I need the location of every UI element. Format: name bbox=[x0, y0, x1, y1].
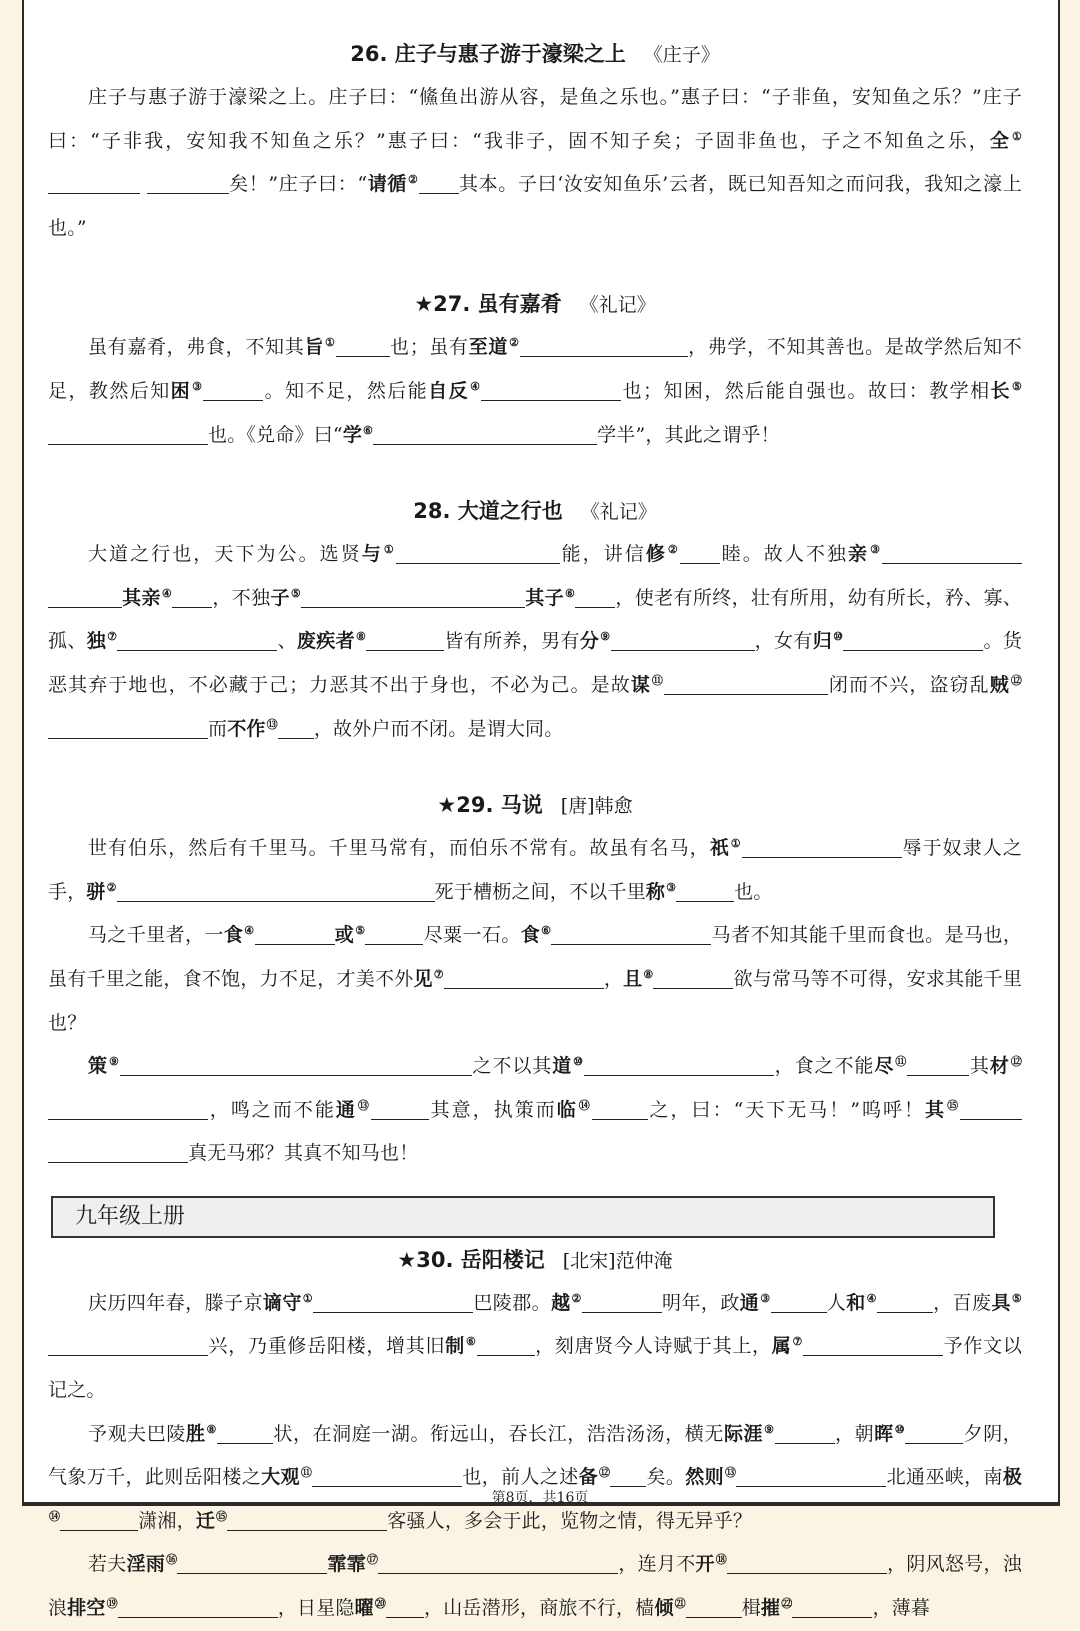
fill-blank[interactable] bbox=[676, 877, 734, 902]
fill-blank[interactable] bbox=[378, 1549, 618, 1574]
title-source: 《礼记》 bbox=[579, 294, 656, 317]
fill-blank[interactable] bbox=[686, 1593, 742, 1618]
fill-blank[interactable] bbox=[575, 583, 615, 608]
fill-blank[interactable] bbox=[680, 539, 720, 564]
fill-blank[interactable] bbox=[444, 964, 604, 989]
fill-blank[interactable] bbox=[653, 964, 733, 989]
fill-blank[interactable] bbox=[373, 420, 597, 445]
paragraph: 大道之行也，天下为公。选贤与① 能，讲信修② 睦。故人不独亲③ 其亲④ ，不独子⑤ 其子⑥ ，使老有所终，壮有所用，幼有所长，矜、寡、孤、独⑦ 、废疾者⑧ 皆有所养，男有分⑨ ，女有归⑩ 。货恶其弃于地也，不必藏于己；力恶其不出于身也，不必为己。是故谋⑪ 闭而不兴，盗窃乱贼⑫而不作⑬ ，故外户而不闭。是谓大同。 bbox=[48, 533, 1022, 751]
fill-blank[interactable] bbox=[477, 1331, 535, 1356]
fill-blank[interactable] bbox=[907, 1051, 969, 1076]
paragraph: 世有伯乐，然后有千里马。千里马常有，而伯乐不常有。故虽有名马，祇① 辱于奴隶人之手，骈② 死于槽枥之间，不以千里称③ 也。 bbox=[48, 827, 1022, 914]
title-text: ★30. 岳阳楼记 bbox=[397, 1247, 545, 1272]
title-text: ★27. 虽有嘉肴 bbox=[414, 292, 562, 317]
fill-blank[interactable] bbox=[118, 1593, 278, 1618]
fill-blank[interactable] bbox=[611, 626, 755, 651]
fill-blank[interactable] bbox=[172, 583, 212, 608]
paragraph: 若夫淫雨⑯ 霏霏⑰ ，连月不开⑱ ，阴风怒号，浊浪排空⑲ ，日星隐曜⑳ ，山岳潜形，商旅不行，樯倾$^㉑$ 楫摧$^㉒$ ，薄暮 bbox=[48, 1543, 1022, 1630]
section-title bbox=[48, 489, 1022, 533]
fill-blank[interactable] bbox=[278, 714, 314, 739]
fill-blank[interactable] bbox=[60, 1506, 138, 1531]
fill-blank[interactable] bbox=[610, 1462, 646, 1487]
fill-blank[interactable] bbox=[664, 670, 828, 695]
fill-blank[interactable] bbox=[227, 1506, 387, 1531]
fill-blank[interactable] bbox=[117, 626, 277, 651]
fill-blank[interactable] bbox=[742, 833, 902, 858]
fill-blank[interactable] bbox=[48, 1138, 188, 1163]
fill-blank[interactable] bbox=[551, 920, 711, 945]
title-source: [唐]韩愈 bbox=[560, 795, 633, 818]
fill-blank[interactable] bbox=[592, 1095, 648, 1120]
title-text: 28. 大道之行也 bbox=[413, 499, 563, 524]
fill-blank[interactable] bbox=[584, 1051, 774, 1076]
fill-blank[interactable] bbox=[147, 169, 229, 194]
section-title bbox=[48, 1238, 1022, 1282]
section-title bbox=[48, 783, 1022, 827]
fill-blank[interactable] bbox=[771, 1288, 827, 1313]
fill-blank[interactable] bbox=[877, 1288, 933, 1313]
paragraph: 庆历四年春，滕子京谪守① 巴陵郡。越② 明年，政通③ 人和④ ，百废具⑤兴，乃重修岳阳楼，增其旧制⑥ ，刻唐贤今人诗赋于其上，属⑦ 予作文以记之。 bbox=[48, 1282, 1022, 1413]
section-title bbox=[48, 32, 1022, 76]
fill-blank[interactable] bbox=[803, 1331, 943, 1356]
page-content bbox=[48, 0, 1022, 1631]
title-source: 《礼记》 bbox=[580, 501, 657, 524]
fill-blank[interactable] bbox=[48, 1095, 208, 1120]
fill-blank[interactable] bbox=[582, 1288, 662, 1313]
fill-blank[interactable] bbox=[365, 920, 423, 945]
fill-blank[interactable] bbox=[366, 626, 444, 651]
fill-blank[interactable] bbox=[481, 376, 621, 401]
fill-blank[interactable] bbox=[48, 420, 208, 445]
fill-blank[interactable] bbox=[313, 1288, 473, 1313]
paragraph: 策⑨ 之不以其道⑩ ，食之不能尽⑪ 其材⑫，鸣之而不能通⑬ 其意，执策而临⑭ 之，曰：“天下无马！”呜呼！其⑮ 真无马邪？其真不知马也！ bbox=[48, 1045, 1022, 1176]
fill-blank[interactable] bbox=[312, 1462, 462, 1487]
title-text: 26. 庄子与惠子游于濠梁之上 bbox=[350, 42, 626, 66]
fill-blank[interactable] bbox=[336, 332, 390, 357]
paragraph: 虽有嘉肴，弗食，不知其旨① 也；虽有至道② ，弗学，不知其善也。是故学然后知不足，教然后知困③ 。知不足，然后能自反④ 也；知困，然后能自强也。故曰：教学相长⑤ 也。《兑命》曰“学⑥ 学半”，其此之谓乎！ bbox=[48, 326, 1022, 457]
fill-blank[interactable] bbox=[255, 920, 335, 945]
fill-blank[interactable] bbox=[217, 1419, 273, 1444]
fill-blank[interactable] bbox=[120, 1051, 472, 1076]
fill-blank[interactable] bbox=[371, 1095, 429, 1120]
fill-blank[interactable] bbox=[960, 1095, 1022, 1120]
paragraph: 马之千里者，一食④ 或⑤ 尽粟一石。食⑥ 马者不知其能千里而食也。是马也，虽有千里之能，食不饱，力不足，才美不外见⑦ ，且⑧ 欲与常马等不可得，安求其能千里也？ bbox=[48, 914, 1022, 1045]
fill-blank[interactable] bbox=[843, 626, 983, 651]
fill-blank[interactable] bbox=[775, 1419, 835, 1444]
fill-blank[interactable] bbox=[520, 332, 688, 357]
fill-blank[interactable] bbox=[396, 539, 560, 564]
fill-blank[interactable] bbox=[48, 169, 140, 194]
fill-blank[interactable] bbox=[48, 1331, 208, 1356]
title-source: 《庄子》 bbox=[643, 44, 720, 66]
paragraph: 庄子与惠子游于濠梁之上。庄子曰：“鯈鱼出游从容，是鱼之乐也。”惠子曰：“子非鱼，安知鱼之乐？”庄子曰：“子非我，安知我不知鱼之乐？”惠子曰：“我非子，固不知子矣；子固非鱼也，子之不知鱼之乐，全① 矣！”庄子曰：“请循② 其本。子曰‘汝安知鱼乐’云者，既已知吾知之而问我，我知之濠上也。” bbox=[48, 86, 1023, 239]
page-footer: 第8页，共16页 bbox=[491, 1490, 589, 1506]
fill-blank[interactable] bbox=[792, 1593, 872, 1618]
title-source: [北宋]范仲淹 bbox=[562, 1249, 673, 1272]
section-title bbox=[48, 282, 1022, 326]
grade-header: 九年级上册 bbox=[51, 1196, 995, 1238]
fill-blank[interactable] bbox=[177, 1549, 327, 1574]
fill-blank[interactable] bbox=[48, 714, 208, 739]
paragraph: 予观夫巴陵胜⑧ 状，在洞庭一湖。衔远山，吞长江，浩浩汤汤，横无际涯⑨ ，朝晖⑩ 夕阴，气象万千，此则岳阳楼之大观⑪ 也，前人之述备⑫ 矣。然则⑬ 北通巫峡，南极⑭ 潇湘，迁⑮ 客骚人，多会于此，览物之情，得无异乎？ bbox=[48, 1413, 1022, 1544]
fill-blank[interactable] bbox=[882, 539, 1022, 564]
fill-blank[interactable] bbox=[117, 877, 435, 902]
fill-blank[interactable] bbox=[727, 1549, 887, 1574]
fill-blank[interactable] bbox=[48, 583, 122, 608]
fill-blank[interactable] bbox=[736, 1462, 886, 1487]
fill-blank[interactable] bbox=[419, 169, 459, 194]
document-page bbox=[22, 0, 1060, 1620]
fill-blank[interactable] bbox=[905, 1419, 963, 1444]
fill-blank[interactable] bbox=[301, 583, 525, 608]
fill-blank[interactable] bbox=[203, 376, 263, 401]
title-text: ★29. 马说 bbox=[437, 793, 543, 818]
fill-blank[interactable] bbox=[386, 1593, 424, 1618]
